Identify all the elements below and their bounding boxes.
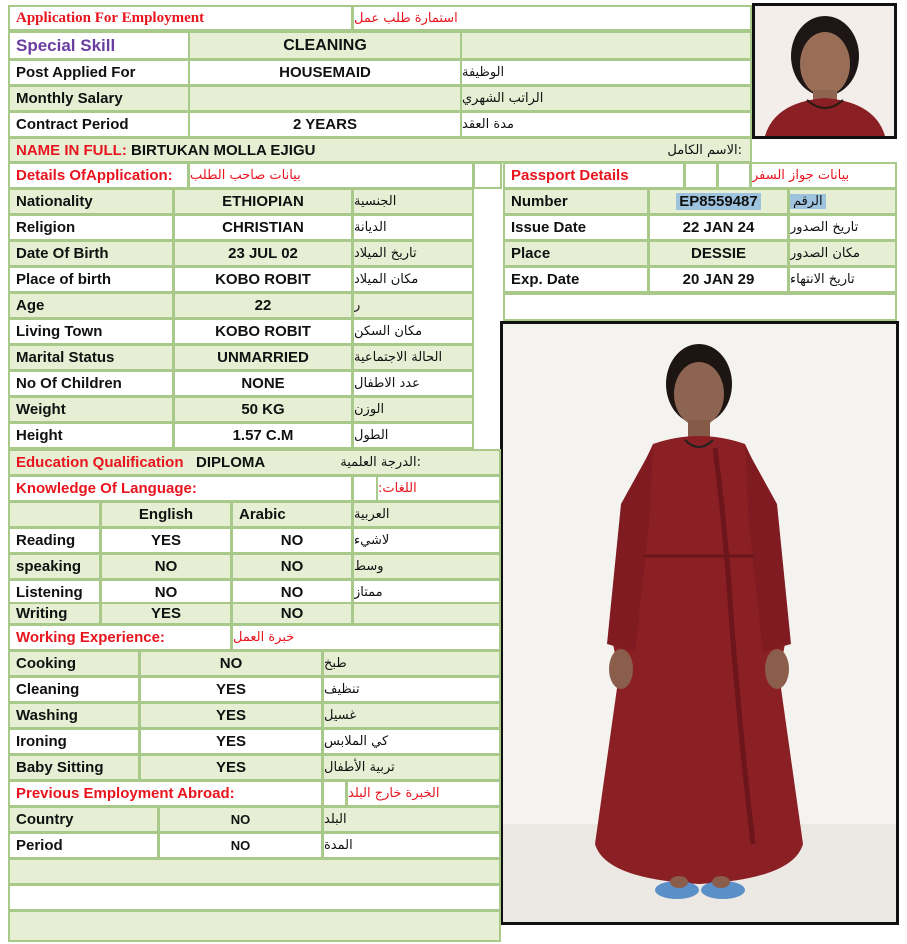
details-row-value: CHRISTIAN xyxy=(173,214,353,241)
details-row-value: 22 xyxy=(173,292,353,319)
passport-row-label-ar-text: تاريخ الانتهاء xyxy=(790,272,855,287)
passport-row-label-ar xyxy=(788,188,897,215)
language-row-label: speaking xyxy=(8,553,101,580)
abroad-row-label-ar: المدة xyxy=(322,832,501,859)
applicant-portrait-photo xyxy=(752,3,897,139)
full-name-label-ar: الاسم الكامل: xyxy=(667,142,742,158)
education-label-ar: الدرجة العلمية: xyxy=(340,455,421,470)
details-row-label: Place of birth xyxy=(8,266,174,293)
abroad-row-label: Country xyxy=(8,806,159,833)
abroad-row-label-ar: البلد xyxy=(322,806,501,833)
language-row-label-ar: وسط xyxy=(352,553,501,580)
full-name-value: BIRTUKAN MOLLA EJIGU xyxy=(131,141,316,159)
details-row-label-ar: الوزن xyxy=(352,396,474,423)
language-row-label-ar: لاشيء xyxy=(352,527,501,554)
details-row-value: KOBO ROBIT xyxy=(173,266,353,293)
details-row-label: Living Town xyxy=(8,318,174,345)
title-en: Application For Employment xyxy=(8,5,353,31)
experience-label-ar: خبرة العمل xyxy=(231,624,501,651)
abroad-spacer xyxy=(322,780,347,807)
passport-label: Passport Details xyxy=(503,162,685,189)
language-row-arabic: NO xyxy=(231,553,353,580)
passport-row-value-text: 20 JAN 29 xyxy=(682,271,755,288)
details-row-label: No Of Children xyxy=(8,370,174,397)
language-col-arabic-ar: العربية xyxy=(352,501,501,528)
language-label: Knowledge Of Language: xyxy=(8,475,353,502)
contract-value: 2 YEARS xyxy=(188,111,462,138)
language-row-arabic: NO xyxy=(231,527,353,554)
experience-label: Working Experience: xyxy=(8,624,232,651)
passport-blank-row xyxy=(503,293,897,321)
passport-row-label-ar-text: تاريخ الصدور xyxy=(790,220,859,235)
language-row-label-ar xyxy=(352,602,501,625)
language-row-arabic: NO xyxy=(231,602,353,625)
language-label-ar: اللغات: xyxy=(376,475,501,502)
salary-value xyxy=(188,85,462,112)
experience-row-value: YES xyxy=(139,754,323,781)
passport-spacer-1 xyxy=(684,162,718,189)
post-value: HOUSEMAID xyxy=(188,59,462,86)
details-row-label-ar: الطول xyxy=(352,422,474,449)
passport-row-value xyxy=(648,240,789,267)
details-row-label: Weight xyxy=(8,396,174,423)
experience-row-label-ar: تربية الأطفال xyxy=(322,754,501,781)
full-name-row xyxy=(8,137,752,163)
details-row-label-ar: عدد الاطفال xyxy=(352,370,474,397)
passport-label-ar: بيانات جواز السفر xyxy=(750,162,897,189)
language-row-english: NO xyxy=(100,553,232,580)
education-label: Education Qualification xyxy=(16,454,184,471)
passport-spacer-2 xyxy=(717,162,751,189)
abroad-row-label: Period xyxy=(8,832,159,859)
passport-row-value-text: 22 JAN 24 xyxy=(682,219,755,236)
abroad-row-value: NO xyxy=(158,832,323,859)
details-row-label-ar: الجنسية xyxy=(352,188,474,215)
salary-label-ar: الراتب الشهري xyxy=(460,85,752,112)
language-row-label-ar: ممتاز xyxy=(352,579,501,606)
education-value: DIPLOMA xyxy=(196,454,266,471)
special-skill-ar xyxy=(460,31,752,60)
passport-row-label-ar xyxy=(788,266,897,293)
passport-row-label-ar-text: مكان الصدور xyxy=(790,246,861,261)
education-row xyxy=(8,449,501,476)
details-spacer xyxy=(473,162,502,189)
experience-row-label-ar: طبخ xyxy=(322,650,501,677)
passport-row-label: Place xyxy=(503,240,649,267)
details-row-value: 50 KG xyxy=(173,396,353,423)
language-col-english: English xyxy=(100,501,232,528)
experience-row-label: Washing xyxy=(8,702,140,729)
abroad-label: Previous Employment Abroad: xyxy=(8,780,323,807)
experience-row-value: YES xyxy=(139,702,323,729)
full-name-label: NAME IN FULL xyxy=(16,141,122,159)
passport-row-value xyxy=(648,214,789,241)
details-row-value: KOBO ROBIT xyxy=(173,318,353,345)
abroad-row-value: NO xyxy=(158,806,323,833)
passport-row-label: Issue Date xyxy=(503,214,649,241)
passport-row-value xyxy=(648,266,789,293)
details-row-label: Nationality xyxy=(8,188,174,215)
language-row-label: Reading xyxy=(8,527,101,554)
language-col-arabic: Arabic xyxy=(231,501,353,528)
details-row-label-ar: مكان السكن xyxy=(352,318,474,345)
post-label: Post Applied For xyxy=(8,59,190,86)
passport-row-value-text: DESSIE xyxy=(690,245,747,262)
title-ar: استمارة طلب عمل xyxy=(352,5,752,31)
full-name-sep: : xyxy=(121,141,127,159)
details-row-value: 23 JUL 02 xyxy=(173,240,353,267)
blank-row-2 xyxy=(8,884,501,911)
language-row-english: NO xyxy=(100,579,232,606)
details-row-value: ETHIOPIAN xyxy=(173,188,353,215)
experience-row-label: Ironing xyxy=(8,728,140,755)
details-row-label-ar: ر xyxy=(352,292,474,319)
experience-row-label: Cooking xyxy=(8,650,140,677)
details-row-label: Religion xyxy=(8,214,174,241)
passport-row-value-text: EP8559487 xyxy=(676,193,760,210)
blank-row-1 xyxy=(8,858,501,885)
blank-row-3 xyxy=(8,910,501,942)
details-row-label-ar: مكان الميلاد xyxy=(352,266,474,293)
experience-row-value: YES xyxy=(139,728,323,755)
abroad-label-ar: الخبرة خارج البلد xyxy=(346,780,501,807)
salary-label: Monthly Salary xyxy=(8,85,190,112)
experience-row-label-ar: كي الملابس xyxy=(322,728,501,755)
passport-row-label: Number xyxy=(503,188,649,215)
details-row-label: Height xyxy=(8,422,174,449)
details-row-value: UNMARRIED xyxy=(173,344,353,371)
details-row-value: NONE xyxy=(173,370,353,397)
passport-row-label-ar xyxy=(788,214,897,241)
details-label: Details OfApplication: xyxy=(8,162,189,189)
language-row-label: Writing xyxy=(8,602,101,625)
experience-row-label: Cleaning xyxy=(8,676,140,703)
details-row-label: Date Of Birth xyxy=(8,240,174,267)
contract-label-ar: مدة العقد xyxy=(460,111,752,138)
passport-row-label-ar-text: الرقم xyxy=(790,194,826,209)
details-row-label-ar: الحالة الاجتماعية xyxy=(352,344,474,371)
post-label-ar: الوظيفة xyxy=(460,59,752,86)
passport-row-label-ar xyxy=(788,240,897,267)
details-label-ar: بيانات صاحب الطلب xyxy=(188,162,474,189)
language-spacer xyxy=(352,475,378,502)
details-row-value: 1.57 C.M xyxy=(173,422,353,449)
language-header-blank xyxy=(8,501,101,528)
experience-row-label-ar: تنظيف xyxy=(322,676,501,703)
experience-row-label: Baby Sitting xyxy=(8,754,140,781)
special-skill-value: CLEANING xyxy=(188,31,462,60)
details-row-label-ar: تاريخ الميلاد xyxy=(352,240,474,267)
experience-row-value: YES xyxy=(139,676,323,703)
language-row-label: Listening xyxy=(8,579,101,606)
passport-row-value xyxy=(648,188,789,215)
passport-row-label: Exp. Date xyxy=(503,266,649,293)
details-row-label: Marital Status xyxy=(8,344,174,371)
experience-row-value: NO xyxy=(139,650,323,677)
experience-row-label-ar: غسيل xyxy=(322,702,501,729)
contract-label: Contract Period xyxy=(8,111,190,138)
applicant-full-body-photo xyxy=(500,321,899,925)
details-row-label-ar: الديانة xyxy=(352,214,474,241)
language-row-english: YES xyxy=(100,602,232,625)
language-row-english: YES xyxy=(100,527,232,554)
details-row-label: Age xyxy=(8,292,174,319)
special-skill-label: Special Skill xyxy=(8,31,190,60)
language-row-arabic: NO xyxy=(231,579,353,606)
